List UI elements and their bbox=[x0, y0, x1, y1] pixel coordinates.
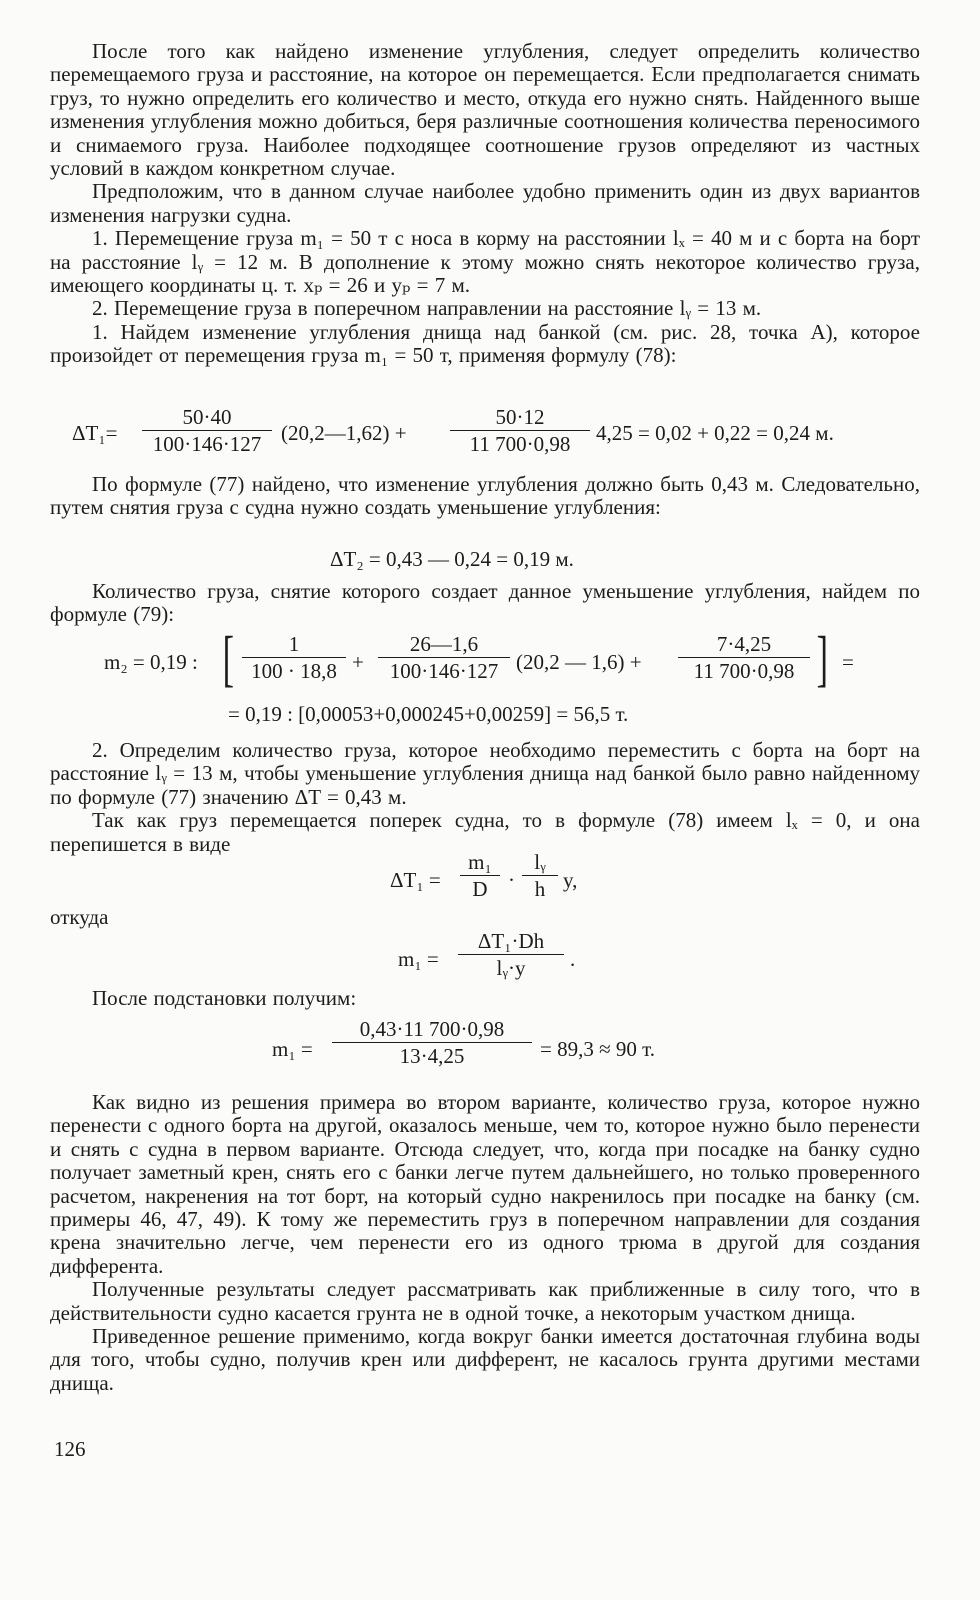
formula-rhs: 4,25 = 0,02 + 0,22 = 0,24 м. bbox=[596, 421, 834, 445]
paragraph: 2. Определим количество груза, которое необходимо переместить с борта на борт на расстояние lᵧ = 13 м, чтобы уменьшение углубления днища над банкой было равно найденному по формуле (77) значению ΔT = 0,43 м. bbox=[50, 738, 920, 809]
paragraph: 1. Перемещение груза m₁ = 50 т с носа в корму на расстоянии lₓ = 40 м и с борта на борт на расстояние lᵧ = 12 м. В дополнение к этому можно снять некоторое количество груза, имеющего координаты ц. т. xₚ = 26 и yₚ = 7 м. bbox=[50, 226, 920, 298]
formula-part: · bbox=[508, 868, 515, 892]
formula-part: + bbox=[352, 650, 364, 674]
fraction-numerator: 50·12 bbox=[450, 405, 590, 431]
fraction bbox=[242, 632, 346, 683]
text-block-5 bbox=[50, 906, 920, 929]
fraction-denominator: 100·146·127 bbox=[389, 659, 499, 683]
fraction-numerator: lᵧ bbox=[522, 850, 558, 876]
fraction-numerator: 50·40 bbox=[142, 405, 272, 431]
fraction bbox=[378, 632, 510, 683]
fraction-denominator: 100 · 18,8 bbox=[251, 659, 337, 683]
formula-m1-general bbox=[0, 929, 980, 989]
formula-part: (20,2—1,62) + bbox=[281, 421, 407, 445]
formula-lhs: m₂ = 0,19 : bbox=[104, 650, 198, 674]
formula-m1-value bbox=[0, 1017, 980, 1077]
text-block-2 bbox=[50, 473, 920, 520]
fraction-numerator: 7·4,25 bbox=[678, 632, 810, 658]
text-block-top bbox=[50, 40, 920, 368]
fraction bbox=[332, 1017, 532, 1068]
fraction bbox=[522, 850, 558, 901]
text-block-3 bbox=[50, 580, 920, 627]
formula-part: = bbox=[842, 650, 854, 674]
fraction bbox=[450, 405, 590, 456]
formula-lhs: ΔT₁ = bbox=[390, 868, 441, 892]
left-bracket: [ bbox=[222, 625, 235, 693]
formula-rhs: y, bbox=[563, 868, 578, 892]
formula-line: = 0,19 : [0,00053+0,000245+0,00259] = 56,5 т. bbox=[228, 702, 629, 726]
paragraph: Как видно из решения примера во втором варианте, количество груза, которое нужно перенести с одного борта на другой, оказалось меньше, чем то, которое нужно было перенести и снять с судна в первом варианте. Отсюда следует, что, когда при посадке на банку судно получает заметный крен, снять его с банки легче путем дальнейшего, но только проверенного расчетом, накренения на тот борт, на который судно накренилось при посадке на банку (см. примеры 46, 47, 49). К тому же переместить груз в поперечном направлении для создания крена значительно легче, чем перенести его из одного трюма в другой для создания дифферента. bbox=[50, 1090, 920, 1278]
formula-rhs: . bbox=[570, 947, 576, 971]
fraction-numerator: 0,43·11 700·0,98 bbox=[332, 1017, 532, 1043]
formula-lhs: m₁ = bbox=[272, 1037, 313, 1061]
formula-m2-result bbox=[0, 702, 980, 732]
formula-line: ΔT₂ = 0,43 — 0,24 = 0,19 м. bbox=[330, 547, 574, 571]
formula-lhs: m₁ = bbox=[398, 947, 439, 971]
fraction bbox=[678, 632, 810, 683]
fraction bbox=[142, 405, 272, 456]
paragraph: По формуле (77) найдено, что изменение углубления должно быть 0,43 м. Следовательно, путем снятия груза с судна нужно создать уменьшение углубления: bbox=[50, 472, 920, 520]
fraction-denominator: 13·4,25 bbox=[399, 1044, 465, 1068]
fraction-denominator: D bbox=[472, 877, 488, 901]
paragraph: После того как найдено изменение углубления, следует определить количество перемещаемого груза и расстояние, на которое он перемещается. Если предполагается снимать груз, то нужно определить его количество и место, откуда его нужно снять. Найденного выше изменения углубления можно добиться, беря различные соотношения количества переносимого и снимаемого груза. Наиболее подходящее соотношение грузов определяют из частных условий в каждом конкретном случае. bbox=[50, 39, 920, 181]
fraction-denominator: 11 700·0,98 bbox=[693, 659, 795, 683]
page-number: 126 bbox=[54, 1437, 86, 1461]
text-block-6 bbox=[50, 987, 920, 1010]
right-bracket: ] bbox=[816, 625, 829, 693]
paragraph: Так как груз перемещается поперек судна, то в формуле (78) имеем lₓ = 0, и она перепишется в виде bbox=[50, 808, 920, 856]
paragraph: 1. Найдем изменение углубления днища над банкой (см. рис. 28, точка А), которое произойдет от перемещения груза m₁ = 50 т, применяя формулу (78): bbox=[50, 319, 920, 368]
text-block-4 bbox=[50, 739, 920, 856]
paragraph: После подстановки получим: bbox=[92, 986, 357, 1010]
fraction-numerator: m₁ bbox=[460, 850, 500, 876]
paragraph: Количество груза, снятие которого создает данное уменьшение углубления, найдем по формуле (79): bbox=[50, 579, 920, 627]
paragraph: откуда bbox=[50, 905, 109, 929]
formula-delta-t1 bbox=[0, 405, 980, 465]
formula-delta-t1-transverse bbox=[0, 850, 980, 910]
paragraph: Полученные результаты следует рассматривать как приближенные в силу того, что в действительности судно касается грунта не в одной точке, а некоторым участком днища. bbox=[50, 1277, 920, 1325]
fraction bbox=[460, 850, 500, 901]
formula-part: (20,2 — 1,6) + bbox=[516, 650, 642, 674]
fraction-denominator: 11 700·0,98 bbox=[469, 432, 571, 456]
text-block-bottom bbox=[50, 1091, 920, 1395]
fraction-denominator: 100·146·127 bbox=[152, 432, 262, 456]
formula-lhs: ΔT₁= bbox=[72, 421, 118, 445]
fraction-numerator: ΔT₁·Dh bbox=[458, 929, 564, 955]
fraction bbox=[458, 929, 564, 980]
paragraph: Предположим, что в данном случае наиболее удобно применить один из двух вариантов изменения нагрузки судна. bbox=[50, 179, 920, 227]
fraction-denominator: h bbox=[534, 877, 546, 901]
formula-m2 bbox=[0, 625, 980, 694]
fraction-numerator: 1 bbox=[242, 632, 346, 658]
formula-delta-t2 bbox=[0, 547, 980, 577]
paragraph: Приведенное решение применимо, когда вокруг банки имеется достаточная глубина воды для того, чтобы судно, получив крен или дифферент, не касалось грунта другими местами днища. bbox=[50, 1324, 920, 1395]
paragraph: 2. Перемещение груза в поперечном направлении на расстояние lᵧ = 13 м. bbox=[92, 296, 762, 321]
formula-rhs: = 89,3 ≈ 90 т. bbox=[540, 1037, 655, 1061]
fraction-denominator: lᵧ·y bbox=[496, 956, 526, 980]
fraction-numerator: 26—1,6 bbox=[378, 632, 510, 658]
